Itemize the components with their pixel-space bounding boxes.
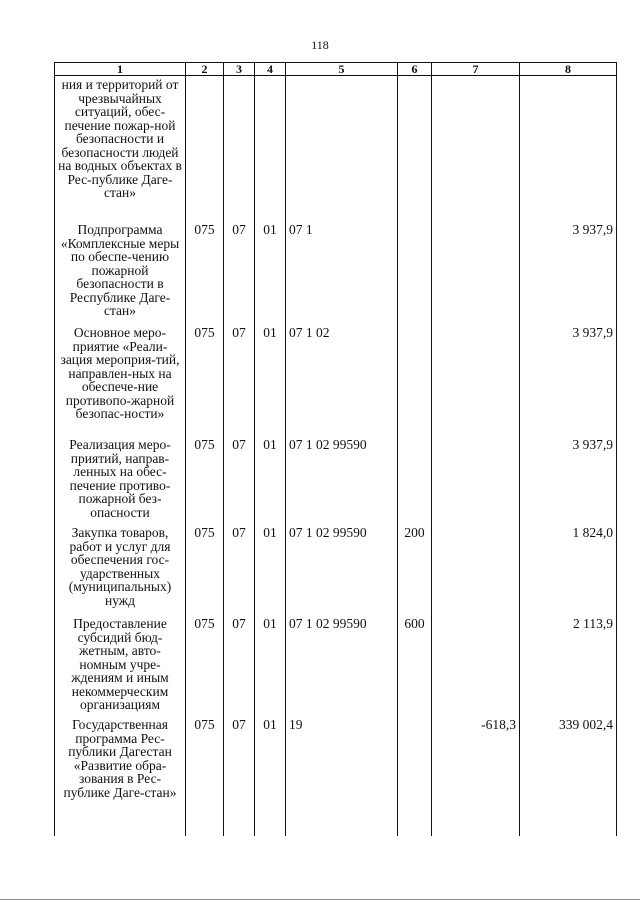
amount-total: 3 937,9 xyxy=(520,216,617,326)
table-row xyxy=(55,614,617,713)
target-article-code: 07 1 02 xyxy=(286,326,398,434)
section-code xyxy=(224,76,255,217)
admin-code: 075 xyxy=(186,521,224,614)
target-article-code xyxy=(286,76,398,217)
amount-total xyxy=(520,76,617,217)
amount-change xyxy=(432,614,520,713)
item-name: Реализация меро-приятий, направ-ленных на обес-печение противо-пожарной без-опасности xyxy=(55,434,186,521)
item-name: ния и территорий от чрезвычайных ситуаций, обес-печение пожар-ной безопасности и безопасности людей на водных объектах в Рес-публике Даге-стан» xyxy=(55,76,186,217)
expense-type-code xyxy=(398,434,432,521)
target-article-code: 07 1 02 99590 xyxy=(286,521,398,614)
column-header-3: 3 xyxy=(224,63,255,76)
column-header-6: 6 xyxy=(398,63,432,76)
budget-table xyxy=(54,62,617,836)
table-row xyxy=(55,521,617,614)
subsection-code: 01 xyxy=(255,326,286,434)
column-header-7: 7 xyxy=(432,63,520,76)
column-header-4: 4 xyxy=(255,63,286,76)
target-article-code: 19 xyxy=(286,713,398,836)
admin-code: 075 xyxy=(186,614,224,713)
subsection-code: 01 xyxy=(255,216,286,326)
amount-total: 339 002,4 xyxy=(520,713,617,836)
amount-change xyxy=(432,76,520,217)
section-code: 07 xyxy=(224,614,255,713)
section-code: 07 xyxy=(224,326,255,434)
expense-type-code xyxy=(398,326,432,434)
amount-change xyxy=(432,521,520,614)
page-number: 118 xyxy=(311,38,329,52)
subsection-code: 01 xyxy=(255,713,286,836)
amount-total: 2 113,9 xyxy=(520,614,617,713)
subsection-code: 01 xyxy=(255,434,286,521)
subsection-code: 01 xyxy=(255,614,286,713)
expense-type-code xyxy=(398,76,432,217)
admin-code: 075 xyxy=(186,216,224,326)
amount-change xyxy=(432,434,520,521)
expense-type-code: 600 xyxy=(398,614,432,713)
amount-change: -618,3 xyxy=(432,713,520,836)
subsection-code: 01 xyxy=(255,521,286,614)
admin-code: 075 xyxy=(186,713,224,836)
target-article-code: 07 1 xyxy=(286,216,398,326)
table-row xyxy=(55,434,617,521)
section-code: 07 xyxy=(224,521,255,614)
section-code: 07 xyxy=(224,434,255,521)
expense-type-code: 200 xyxy=(398,521,432,614)
amount-total: 1 824,0 xyxy=(520,521,617,614)
item-name: Закупка товаров, работ и услуг для обеспечения гос-ударственных (муниципальных) нужд xyxy=(55,521,186,614)
table-row xyxy=(55,326,617,434)
amount-change xyxy=(432,216,520,326)
amount-change xyxy=(432,326,520,434)
column-header-8: 8 xyxy=(520,63,617,76)
table-row xyxy=(55,76,617,217)
table-header-row xyxy=(55,63,617,76)
table-row xyxy=(55,216,617,326)
target-article-code: 07 1 02 99590 xyxy=(286,434,398,521)
table-row xyxy=(55,713,617,836)
expense-type-code xyxy=(398,216,432,326)
admin-code xyxy=(186,76,224,217)
item-name: Государственная программа Рес-публики Дагестан «Развитие обра-зования в Рес-публике Даге-стан» xyxy=(55,713,186,836)
subsection-code xyxy=(255,76,286,217)
column-header-5: 5 xyxy=(286,63,398,76)
section-code: 07 xyxy=(224,216,255,326)
item-name: Основное меро-приятие «Реали-зация мероприя-тий, направлен-ных на обеспече-ние противопо-жарной безопас-ности» xyxy=(55,326,186,434)
column-header-2: 2 xyxy=(186,63,224,76)
admin-code: 075 xyxy=(186,434,224,521)
admin-code: 075 xyxy=(186,326,224,434)
amount-total: 3 937,9 xyxy=(520,326,617,434)
amount-total: 3 937,9 xyxy=(520,434,617,521)
section-code: 07 xyxy=(224,713,255,836)
column-header-1: 1 xyxy=(55,63,186,76)
target-article-code: 07 1 02 99590 xyxy=(286,614,398,713)
item-name: Предоставление субсидий бюд-жетным, авто-номным учре-ждениям и иным некоммерческим организациям xyxy=(55,614,186,713)
footer-rule xyxy=(0,899,640,900)
expense-type-code xyxy=(398,713,432,836)
item-name: Подпрограмма «Комплексные меры по обеспе-чению пожарной безопасности в Республике Даге-стан» xyxy=(55,216,186,326)
